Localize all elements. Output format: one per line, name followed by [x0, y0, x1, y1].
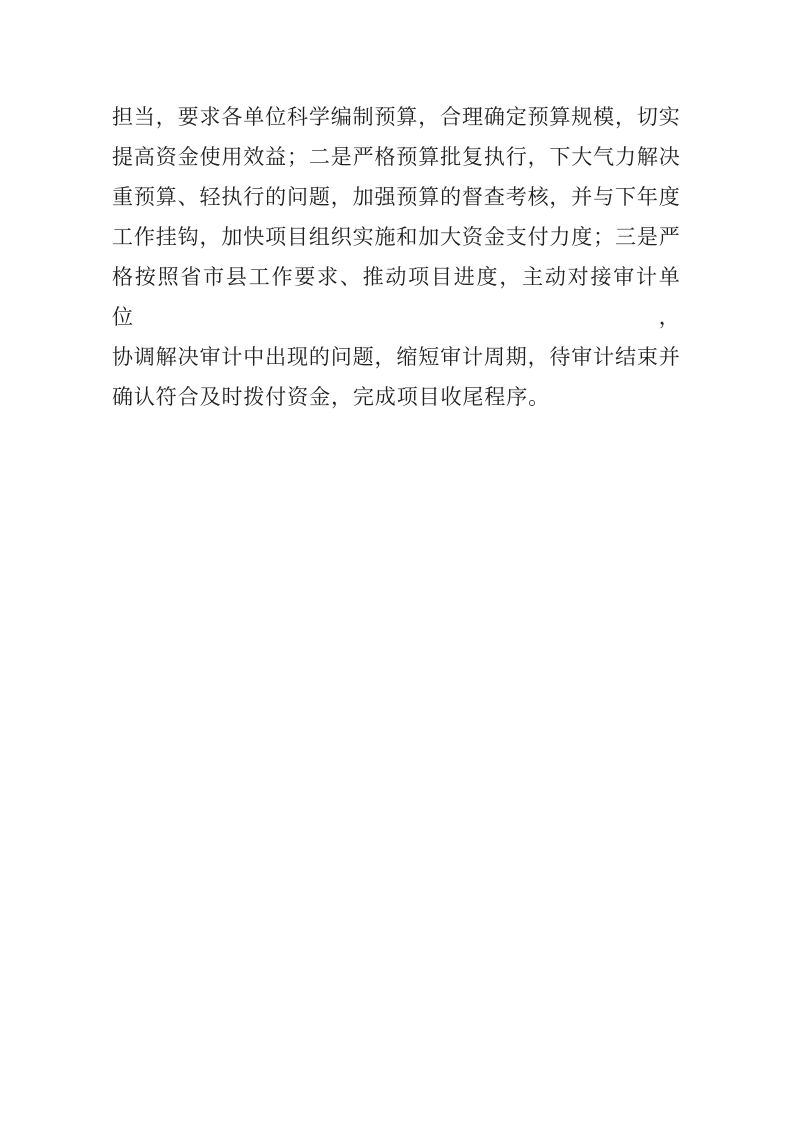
- document-line-1: 担当，要求各单位科学编制预算，合理确定预算规模，切实: [112, 105, 680, 129]
- paragraph-block: [112, 97, 680, 417]
- document-line-4: 工作挂钩，加快项目组织实施和加大资金支付力度；三是严: [112, 225, 680, 249]
- document-line-7: 确认符合及时拨付资金，完成项目收尾程序。: [112, 385, 550, 409]
- document-line-6: 协调解决审计中出现的问题，缩短审计周期，待审计结束并: [112, 345, 680, 369]
- document-line-5: 格按照省市县工作要求、推动项目进度，主动对接审计单位，: [112, 265, 680, 329]
- document-line-2: 提高资金使用效益；二是严格预算批复执行，下大气力解决: [112, 145, 680, 169]
- document-line-3: 重预算、轻执行的问题，加强预算的督查考核，并与下年度: [112, 185, 680, 209]
